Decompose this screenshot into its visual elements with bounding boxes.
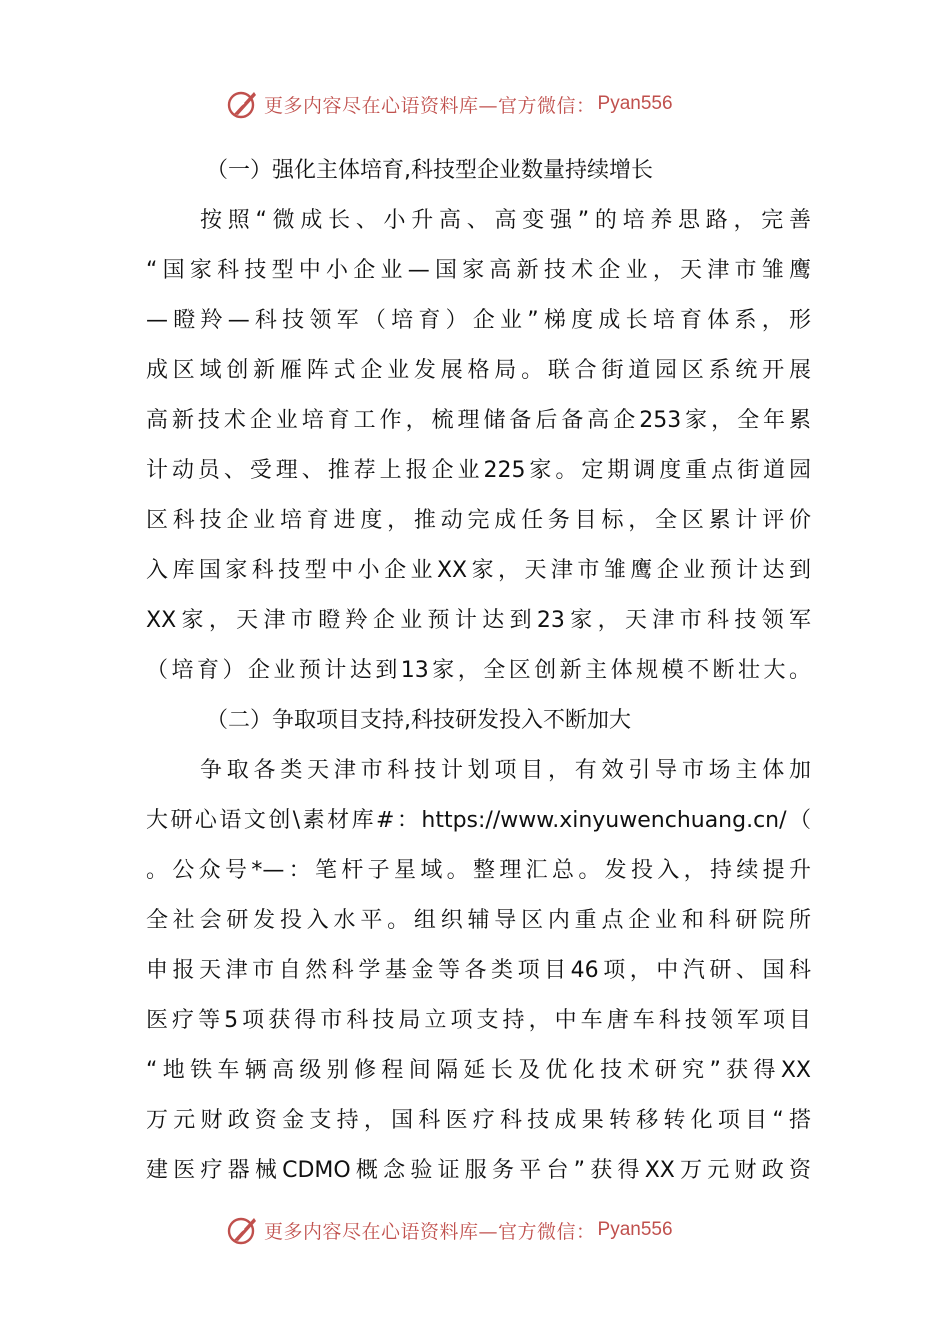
paragraph-line: 大研心语文创\素材库#：https://www.xinyuwenchuang.cn/（ <box>146 808 811 833</box>
paragraph-line: 计动员、受理、推荐上报企业225家。定期调度重点街道园 <box>146 458 811 483</box>
paragraph-line: 医疗等5项获得市科技局立项支持，中车唐车科技领军项目 <box>146 1008 811 1033</box>
paragraph-line: XX家，天津市瞪羚企业预计达到23家，天津市科技领军 <box>146 608 811 633</box>
section-heading-1: （一）强化主体培育,科技型企业数量持续增长 <box>206 158 653 183</box>
quill-logo-icon <box>226 87 260 121</box>
paragraph-line: 。公众号*—：笔杆子星域。整理汇总。发投入，持续提升 <box>146 858 811 883</box>
paragraph-line: 万元财政资金支持，国科医疗科技成果转移转化项目“搭 <box>146 1108 811 1133</box>
paragraph-line: 申报天津市自然科学基金等各类项目46项，中汽研、国科 <box>146 958 811 983</box>
header-watermark-banner <box>226 84 673 124</box>
paragraph-line: “地铁车辆高级别修程间隔延长及优化技术研究”获得XX <box>146 1058 811 1083</box>
paragraph-line: “国家科技型中小企业—国家高新技术企业，天津市雏鹰 <box>146 258 811 283</box>
banner-account: Pyan556 <box>597 1219 673 1240</box>
article-body <box>146 146 811 1196</box>
paragraph-line: 入库国家科技型中小企业XX家，天津市雏鹰企业预计达到 <box>146 558 811 583</box>
paragraph-line: 建医疗器械CDMO概念验证服务平台”获得XX万元财政资 <box>146 1158 811 1183</box>
paragraph-line: 按照“微成长、小升高、高变强”的培养思路，完善 <box>200 208 811 233</box>
paragraph-line: 高新技术企业培育工作，梳理储备后备高企253家，全年累 <box>146 408 811 433</box>
paragraph-line: 全社会研发投入水平。组织辅导区内重点企业和科研院所 <box>146 908 811 933</box>
banner-text: 更多内容尽在心语资料库—官方微信： <box>264 94 596 117</box>
section-heading-2: （二）争取项目支持,科技研发投入不断加大 <box>206 708 631 733</box>
banner-account: Pyan556 <box>597 93 673 114</box>
paragraph-line: 成区域创新雁阵式企业发展格局。联合街道园区系统开展 <box>146 358 811 383</box>
banner-text: 更多内容尽在心语资料库—官方微信： <box>264 1220 596 1243</box>
footer-watermark-banner <box>226 1210 673 1250</box>
quill-logo-icon <box>226 1213 260 1247</box>
paragraph-line: 争取各类天津市科技计划项目，有效引导市场主体加 <box>200 758 811 783</box>
paragraph-line: （培育）企业预计达到13家，全区创新主体规模不断壮大。 <box>146 658 811 683</box>
paragraph-line: —瞪羚—科技领军（培育）企业”梯度成长培育体系，形 <box>146 308 811 333</box>
paragraph-line: 区科技企业培育进度，推动完成任务目标，全区累计评价 <box>146 508 811 533</box>
